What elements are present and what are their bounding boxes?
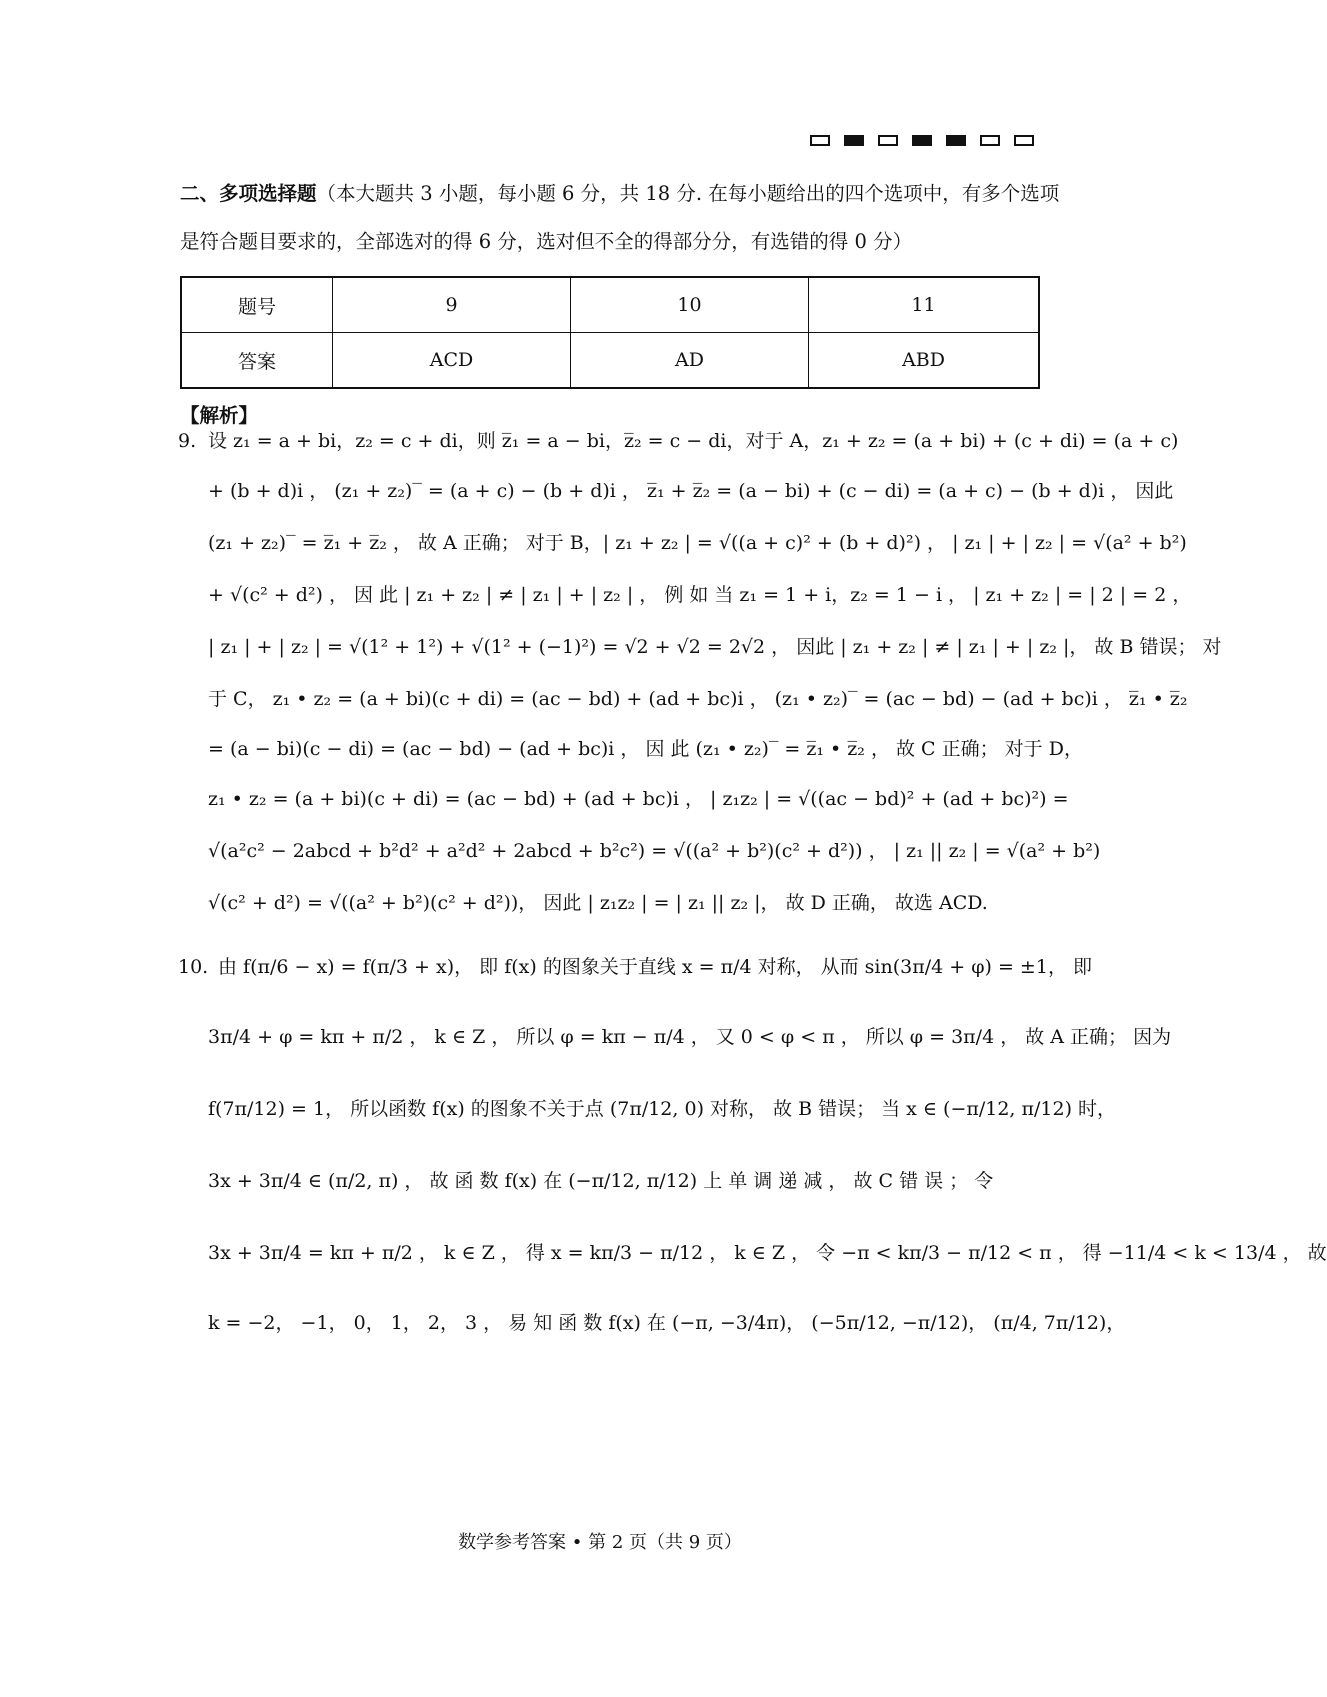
page-marks	[810, 135, 1034, 146]
mark-box	[980, 135, 1000, 146]
answer-cell: ABD	[809, 333, 1040, 389]
answer-table	[180, 276, 1040, 389]
solution-line: 3x + 3π/4 = kπ + π/2 ， k ∈ Z ， 得 x = kπ/3 − π/12 ， k ∈ Z ， 令 −π < kπ/3 − π/12 < π ， 得 −11/4 < k < 13/4 ， 故	[208, 1242, 1327, 1264]
solution-line: f(7π/12) = 1， 所以函数 f(x) 的图象不关于点 (7π/12, 0) 对称， 故 B 错误； 当 x ∈ (−π/12, π/12) 时，	[208, 1098, 1117, 1120]
table-row	[181, 277, 1039, 333]
mark-box	[1014, 135, 1034, 146]
section-text: （本大题共 3 小题，每小题 6 分，共 18 分. 在每小题给出的四个选项中，有多个选项是符合题目要求的，全部选对的得 6 分，选对但不全的得部分分，有选错的得 0 分）	[180, 182, 1060, 253]
solution-line: + √(c² + d²) ， 因 此 | z₁ + z₂ | ≠ | z₁ | + | z₂ | ， 例 如 当 z₁ = 1 + i，z₂ = 1 − i ， | z₁ + z₂ | = | 2 | = 2 ，	[208, 584, 1192, 606]
analysis-heading: 【解析】	[180, 404, 259, 427]
mark-box	[912, 135, 932, 146]
row-header-cell: 题号	[181, 277, 333, 333]
solution-line: = (a − bi)(c − di) = (ac − bd) − (ad + bc)i ， 因 此 (z₁ • z₂)‾ = z̅₁ • z̅₂ ， 故 C 正确； 对于 D，	[208, 738, 1083, 760]
answer-cell: ACD	[333, 333, 571, 389]
solution-line: (z₁ + z₂)‾ = z̅₁ + z̅₂ ， 故 A 正确； 对于 B，| z₁ + z₂ | = √((a + c)² + (b + d)²) ， | z₁ | + | z₂ | = √(a² + b²)	[208, 532, 1187, 554]
row-answer-cell: 答案	[181, 333, 333, 389]
solution-line: 3π/4 + φ = kπ + π/2 ， k ∈ Z ， 所以 φ = kπ − π/4 ， 又 0 < φ < π ， 所以 φ = 3π/4 ， 故 A 正确； 因为	[208, 1026, 1172, 1048]
mark-box	[878, 135, 898, 146]
section-intro	[180, 170, 1060, 266]
solution-line	[178, 426, 1179, 453]
solution-line: + (b + d)i ， (z₁ + z₂)‾ = (a + c) − (b + d)i ， z̅₁ + z̅₂ = (a − bi) + (c − di) = (a + c) − (b + d)i ， 因此	[208, 480, 1174, 502]
mark-box	[946, 135, 966, 146]
solution-line: | z₁ | + | z₂ | = √(1² + 1²) + √(1² + (−1)²) = √2 + √2 = 2√2 ， 因此 | z₁ + z₂ | ≠ | z₁ | + | z₂ |， 故 B 错误； 对	[208, 636, 1222, 658]
question-number-cell: 9	[333, 277, 571, 333]
question-number: 10.	[178, 956, 209, 978]
question-number-cell: 11	[809, 277, 1040, 333]
question-number: 9.	[178, 430, 197, 452]
solution-text: 由 f(π/6 − x) = f(π/3 + x)， 即 f(x) 的图象关于直线 x = π/4 对称， 从而 sin(3π/4 + φ) = ±1， 即	[218, 956, 1092, 978]
solution-line	[178, 952, 1092, 979]
solution-line: k = −2， −1， 0， 1， 2， 3 ， 易 知 函 数 f(x) 在 (−π, −3/4π)， (−5π/12, −π/12)， (π/4, 7π/12)，	[208, 1312, 1126, 1334]
answer-cell: AD	[571, 333, 809, 389]
solution-line: √(a²c² − 2abcd + b²d² + a²d² + 2abcd + b²c²) = √((a² + b²)(c² + d²)) ， | z₁ || z₂ | = √(a² + b²)	[208, 840, 1101, 862]
solution-line: 3x + 3π/4 ∈ (π/2, π) ， 故 函 数 f(x) 在 (−π/12, π/12) 上 单 调 递 减 ， 故 C 错 误 ； 令	[208, 1170, 994, 1192]
solution-line: 于 C， z₁ • z₂ = (a + bi)(c + di) = (ac − bd) + (ad + bc)i ， (z₁ • z₂)‾ = (ac − bd) − (ad + bc)i ， z̅₁ • z̅₂	[208, 688, 1188, 710]
question-number-cell: 10	[571, 277, 809, 333]
solution-text: 设 z₁ = a + bi，z₂ = c + di，则 z̅₁ = a − bi，z̅₂ = c − di，对于 A，z₁ + z₂ = (a + bi) + (c + di) = (a + c)	[208, 430, 1179, 452]
mark-box	[844, 135, 864, 146]
section-heading: 二、多项选择题	[180, 182, 317, 205]
solution-line: z₁ • z₂ = (a + bi)(c + di) = (ac − bd) + (ad + bc)i ， | z₁z₂ | = √((ac − bd)² + (ad + bc)²) =	[208, 788, 1069, 810]
table-row	[181, 333, 1039, 389]
page-footer: 数学参考答案 • 第 2 页（共 9 页）	[458, 1532, 742, 1553]
solution-line: √(c² + d²) = √((a² + b²)(c² + d²))， 因此 | z₁z₂ | = | z₁ || z₂ |， 故 D 正确， 故选 ACD.	[208, 892, 988, 914]
mark-box	[810, 135, 830, 146]
